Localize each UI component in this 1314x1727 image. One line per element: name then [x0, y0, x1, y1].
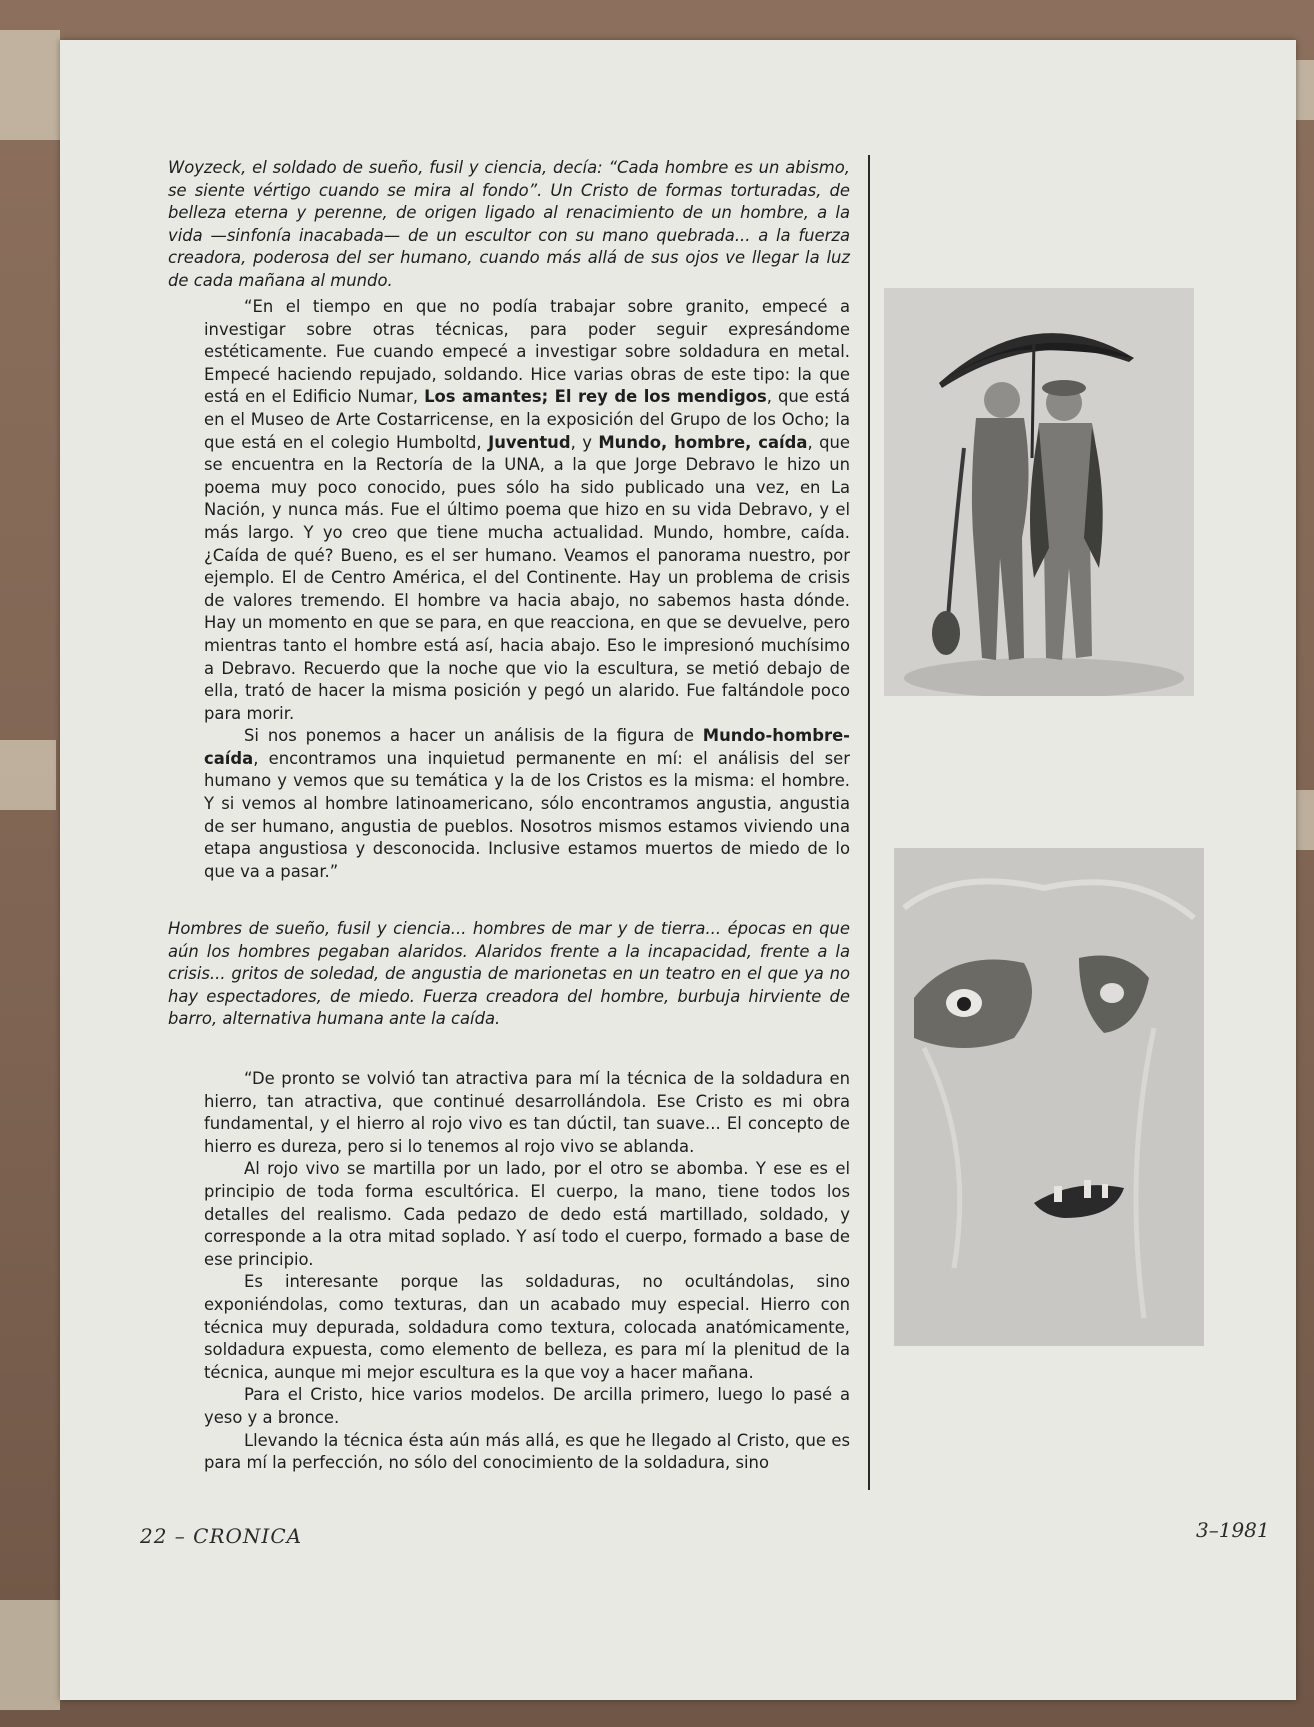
quote2-paragraph-5: Llevando la técnica ésta aún más allá, es que he llegado al Cristo, que es para mí la perfección, no sólo del conocimiento de la soldadura, sino	[204, 1430, 850, 1473]
illustration-face-closeup	[894, 848, 1204, 1346]
work-title-mundo-hombre-caida: Mundo, hombre, caída	[598, 432, 808, 452]
text-run: , que se encuentra en la Rectoría de la UNA, a la que Jorge Debravo le hizo un poema muy poco conocido, pues sólo ha sido publicado una vez, en La Nación, y nunca más. Fue el último poema que hizo en su vida Debravo, y el más largo. Y yo creo que tiene mucha actualidad. Mundo, hombre, caída. ¿Caída de qué? Bueno, es el ser humano. Veamos el panorama nuestro, por ejemplo. El de Centro América, el del Continente. Hay un problema de crisis de valores tremendo. El hombre va hacia abajo, no sabemos hasta dónde. Hay un momento en que se para, en que reacciona, en que se devuelve, pero mientras tanto el hombre está así, hacia abajo. Eso le impresionó muchísimo a Debravo. Recuerdo que la noche que vio la escultura, se metió debajo de ella, trató de hacer la misma posición y pegó un alarido. Fue faltándole poco para morir.	[204, 432, 850, 723]
face-drawing	[894, 848, 1204, 1346]
footer-date: 3–1981	[1196, 1518, 1270, 1542]
quote1-paragraph-1	[204, 296, 850, 725]
footer-page-number: 22 – CRONICA	[140, 1524, 303, 1548]
quote2-paragraph-1: “De pronto se volvió tan atractiva para mí la técnica de la soldadura en hierro, tan atractiva, que continué desarrollándola. Ese Cristo es mi obra fundamental, y el hierro al rojo vivo es tan dúctil, tan suave... El concepto de hierro es dureza, pero si lo tenemos al rojo vivo se ablanda.	[204, 1069, 850, 1156]
text-run: “En el tiempo en que no podía trabajar sobre granito, empecé a investigar sobre otras técnicas, para poder seguir expresándome estéticamente. Fue cuando empecé a investigar sobre soldadura en metal. Empecé haciendo repujado, soldando. Hice varias obras de este tipo: la que está en el Edificio Numar,	[204, 297, 850, 407]
text-run: Si nos ponemos a hacer un análisis de la figura de	[244, 726, 703, 746]
umbrella-drawing	[884, 288, 1194, 696]
text-run: , que está en el Museo de Arte Costarricense, en la exposición del Grupo de los Ocho; la que está en el colegio Humboltd,	[204, 387, 850, 452]
intro-text-2: Hombres de sueño, fusil y ciencia... hombres de mar y de tierra... épocas en que aún los hombres pegaban alaridos. Alaridos frente a la incapacidad, frente a la crisis... gritos de soledad, de angustia de marionetas en un teatro en el que ya no hay espectadores, de miedo. Fuerza creadora del hombre, burbuja hirviente de barro, alternativa humana ante la caída.	[168, 919, 850, 1029]
work-title-mundo-hombre-caida-2: Mundo-hombre-caída	[204, 726, 850, 768]
illustration-two-men-umbrella	[884, 288, 1194, 696]
intro-paragraph-1	[168, 157, 850, 293]
intro-text-1: Woyzeck, el soldado de sueño, fusil y ciencia, decía: “Cada hombre es un abismo, se siente vértigo cuando se mira al fondo”. Un Cristo de formas torturadas, de belleza eterna y perenne, de origen ligado al renacimiento de un hombre, a la vida —sinfonía inacabada— de un escultor con su mano quebrada... a la fuerza creadora, poderosa del ser humano, cuando más allá de sus ojos ve llegar la luz de cada mañana al mundo.	[168, 158, 850, 290]
work-title-los-amantes: Los amantes; El rey de los mendigos	[424, 387, 767, 407]
text-run: , encontramos una inquietud permanente en mí: el análisis del ser humano y vemos que su temática y la de los Cristos es la misma: el hombre. Y si vemos al hombre latinoamericano, sólo encontramos angustia, angustia de ser humano, angustia de pueblos. Nosotros mismos estamos viviendo una etapa angustiosa y desconocida. Inclusive estamos muertos de miedo de lo que va a pasar.”	[204, 748, 850, 881]
work-title-juventud: Juventud	[488, 432, 571, 452]
quote-block-2	[204, 1068, 850, 1475]
tape-strip	[0, 30, 60, 140]
quote2-paragraph-3: Es interesante porque las soldaduras, no ocultándolas, sino exponiéndolas, como texturas, dan un acabado muy especial. Hierro con técnica muy depurada, soldadura como textura, colocada anatómicamente, soldadura expuesta, como elemento de belleza, es para mí la plenitud de la técnica, aunque mi mejor escultura es la que voy a hacer mañana.	[204, 1272, 850, 1382]
text-run: , y	[570, 432, 599, 452]
intro-paragraph-2	[168, 918, 850, 1031]
quote1-paragraph-2	[204, 725, 850, 883]
column-divider	[868, 155, 870, 1490]
quote2-paragraph-2: Al rojo vivo se martilla por un lado, por el otro se abomba. Y ese es el principio de toda forma escultórica. El cuerpo, la mano, tiene todos los detalles del realismo. Cada pedazo de dedo está martillado, soldado, y corresponde a la otra mitad soplado. Y así todo el cuerpo, formado a base de ese principio.	[204, 1159, 850, 1269]
tape-strip	[0, 1600, 60, 1710]
quote2-paragraph-4: Para el Cristo, hice varios modelos. De arcilla primero, luego lo pasé a yeso y a bronce.	[204, 1385, 850, 1427]
quote-block-1	[204, 296, 850, 883]
tape-strip	[0, 740, 56, 810]
